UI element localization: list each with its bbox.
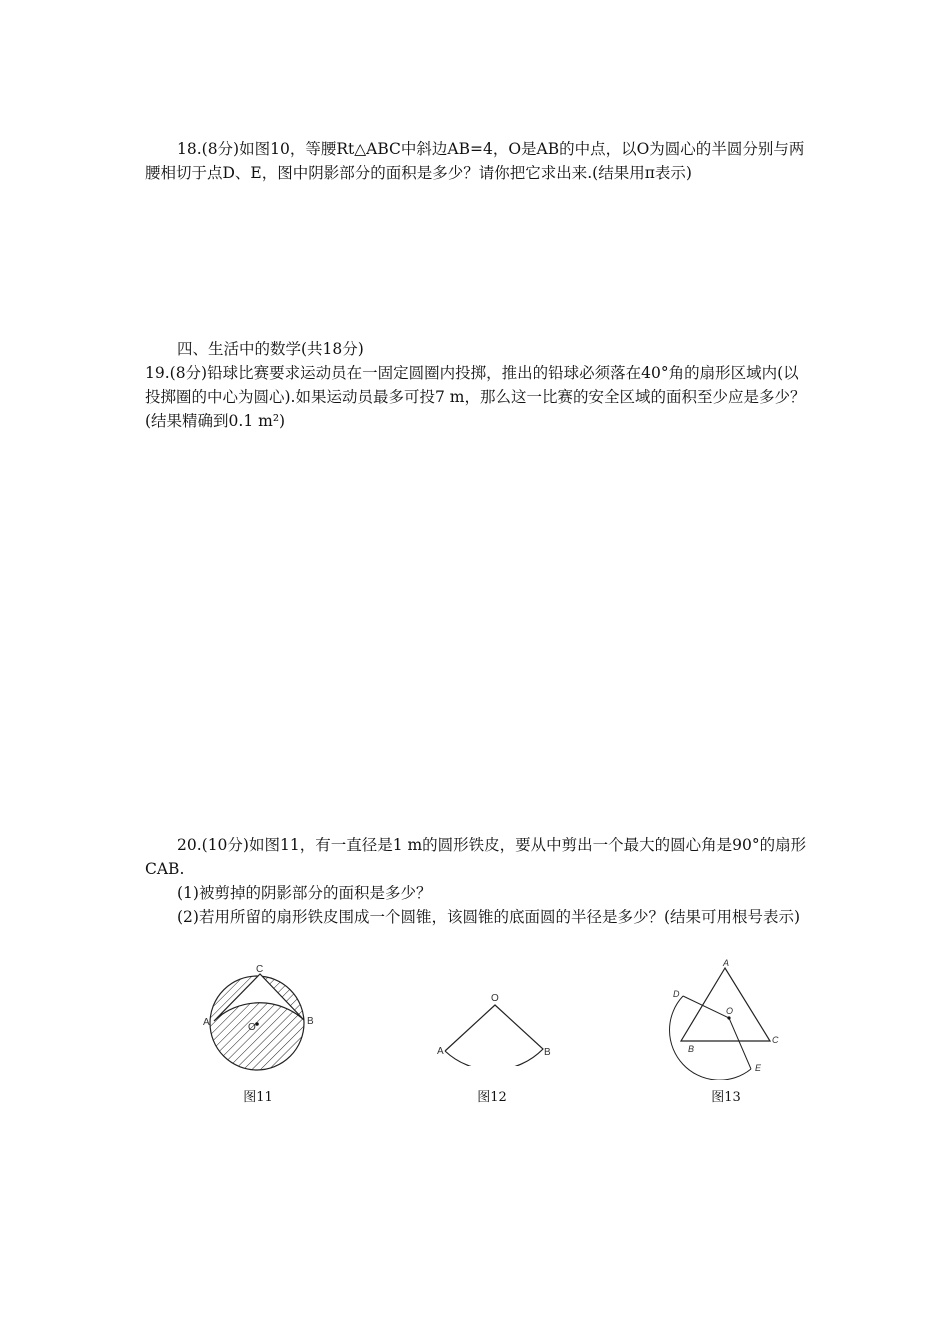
question-18: 18.(8分)如图10，等腰Rt△ABC中斜边AB=4，O是AB的中点，以O为圆心的半圆分别与两腰相切于点D、E，图中阴影部分的面积是多少？请你把它求出来.(结果用π表示) — [145, 140, 805, 182]
fig13-label-a: A — [723, 958, 730, 968]
fig13-label-b: B — [688, 1044, 695, 1054]
figure-13-caption: 图13 — [711, 1090, 741, 1105]
figure-12-caption: 图12 — [477, 1090, 507, 1105]
section-heading: 四、生活中的数学(共18分) — [177, 340, 364, 358]
fig12-label-b: B — [544, 1047, 551, 1058]
figure-13 — [665, 955, 795, 1080]
fig13-label-c: C — [772, 1035, 779, 1045]
fig13-label-o: O — [726, 1006, 734, 1016]
figure-12 — [432, 986, 557, 1066]
fig11-label-a: A — [203, 1017, 210, 1028]
fig11-label-o: O — [248, 1022, 256, 1033]
fig11-label-b: B — [307, 1016, 314, 1027]
question-20-stem: 20.(10分)如图11，有一直径是1 m的圆形铁皮，要从中剪出一个最大的圆心角是90°的扇形CAB. — [145, 836, 807, 878]
fig13-label-e: E — [755, 1063, 762, 1073]
question-20-part1: (1)被剪掉的阴影部分的面积是多少？ — [177, 884, 432, 902]
question-19: 19.(8分)铅球比赛要求运动员在一固定圆圈内投掷，推出的铅球必须落在40°角的扇形区域内(以投掷圈的中心为圆心).如果运动员最多可投7 m，那么这一比赛的安全区域的面积至少应是多少？(结果精确到0.1 m²) — [145, 364, 806, 430]
fig13-label-d: D — [673, 989, 680, 999]
fig12-label-o: O — [491, 993, 499, 1004]
fig12-label-a: A — [437, 1046, 444, 1057]
question-20-part2: (2)若用所留的扇形铁皮围成一个圆锥，该圆锥的底面圆的半径是多少？(结果可用根号表示) — [177, 908, 801, 926]
fig11-label-c: C — [256, 964, 264, 975]
figure-11 — [200, 960, 325, 1085]
figure-11-caption: 图11 — [243, 1090, 273, 1105]
